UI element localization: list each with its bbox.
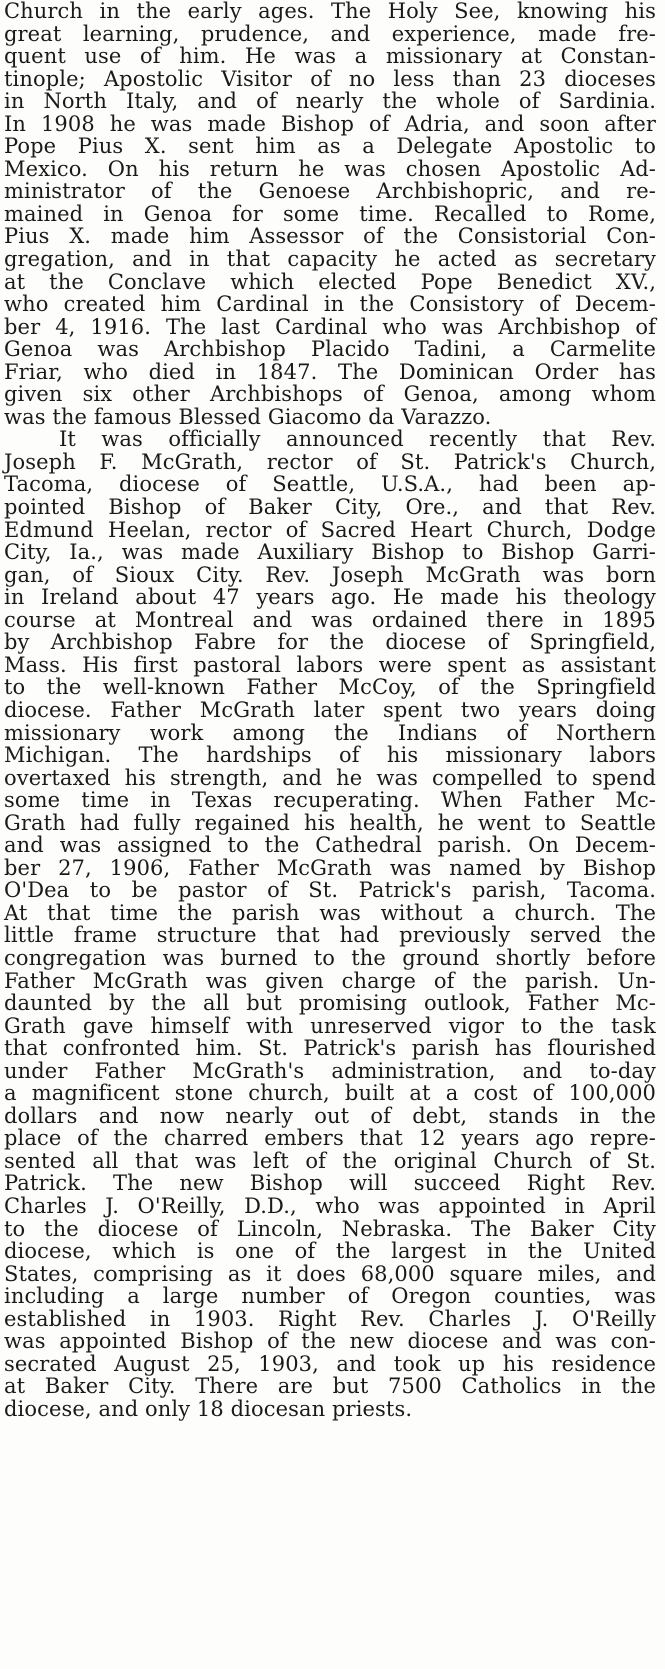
text-line: little frame structure that had previously served the (4, 923, 656, 948)
text-line: dollars and now nearly out of debt, stands in the (4, 1103, 656, 1128)
text-line: Church in the early ages. The Holy See, knowing his (4, 0, 656, 23)
text-line: was appointed Bishop of the new diocese and was con- (4, 1329, 656, 1354)
text-line: to the well-known Father McCoy, of the Springfield (4, 675, 656, 700)
text-line: overtaxed his strength, and he was compelled to spend (4, 765, 656, 790)
text-line: ministrator of the Genoese Archbishopric, and re- (4, 179, 656, 204)
text-line: ber 27, 1906, Father McGrath was named by Bishop (4, 855, 656, 880)
text-line: daunted by the all but promising outlook, Father Mc- (4, 991, 656, 1016)
text-line: in Ireland about 47 years ago. He made his theology (4, 585, 656, 610)
text-line: under Father McGrath's administration, and to-day (4, 1058, 656, 1083)
text-line: Father McGrath was given charge of the parish. Un- (4, 968, 656, 993)
text-line: Pius X. made him Assessor of the Consistorial Con- (4, 224, 656, 249)
article-paragraph (4, 0, 656, 428)
text-line: ber 4, 1916. The last Cardinal who was Archbishop of (4, 314, 656, 339)
text-line: place of the charred embers that 12 years ago repre- (4, 1126, 656, 1151)
text-line: At that time the parish was without a church. The (4, 900, 656, 925)
text-line: diocese, and only 18 diocesan priests. (4, 1396, 413, 1421)
text-line: gregation, and in that capacity he acted as secretary (4, 247, 656, 272)
text-line: tinople; Apostolic Visitor of no less than 23 dioceses (4, 66, 656, 91)
text-line: Tacoma, diocese of Seattle, U.S.A., had been ap- (4, 472, 656, 497)
text-line: established in 1903. Right Rev. Charles J. O'Reilly (4, 1306, 656, 1331)
text-line: O'Dea to be pastor of St. Patrick's parish, Tacoma. (4, 878, 656, 903)
text-line: secrated August 25, 1903, and took up his residence (4, 1351, 656, 1376)
text-line: that confronted him. St. Patrick's parish has flourished (4, 1036, 656, 1061)
text-line: Edmund Heelan, rector of Sacred Heart Church, Dodge (4, 517, 656, 542)
text-line: was the famous Blessed Giacomo da Varazzo. (4, 404, 492, 429)
text-line: who created him Cardinal in the Consistory of Decem- (4, 292, 656, 317)
text-line: gan, of Sioux City. Rev. Joseph McGrath was born (4, 562, 656, 587)
text-line: given six other Archbishops of Genoa, among whom (4, 382, 656, 407)
text-line: Pope Pius X. sent him as a Delegate Apostolic to (4, 134, 656, 159)
text-line: missionary work among the Indians of Northern (4, 720, 656, 745)
text-line: course at Montreal and was ordained there in 1895 (4, 607, 656, 632)
text-line: Michigan. The hardships of his missionary labors (4, 743, 656, 768)
text-line: States, comprising as it does 68,000 square miles, and (4, 1261, 656, 1286)
text-line: and was assigned to the Cathedral parish. On Decem- (4, 833, 656, 858)
text-line: quent use of him. He was a missionary at Constan- (4, 44, 656, 69)
text-line: Friar, who died in 1847. The Dominican Order has (4, 359, 656, 384)
text-line: Grath had fully regained his health, he went to Seattle (4, 810, 656, 835)
text-line: Charles J. O'Reilly, D.D., who was appointed in April (4, 1193, 656, 1218)
text-line: mained in Genoa for some time. Recalled to Rome, (4, 201, 656, 226)
text-line: diocese, which is one of the largest in the United (4, 1239, 656, 1264)
text-line: including a large number of Oregon counties, was (4, 1284, 656, 1309)
text-line: in North Italy, and of nearly the whole of Sardinia. (4, 89, 656, 114)
text-line: Mexico. On his return he was chosen Apostolic Ad- (4, 156, 656, 181)
text-line: Grath gave himself with unreserved vigor to the task (4, 1013, 656, 1038)
text-line: It was officially announced recently that Rev. (59, 427, 656, 452)
text-line: at Baker City. There are but 7500 Catholics in the (4, 1374, 656, 1399)
text-line: diocese. Father McGrath later spent two years doing (4, 697, 656, 722)
text-line: Mass. His first pastoral labors were spent as assistant (4, 652, 656, 677)
text-line: Joseph F. McGrath, rector of St. Patrick's Church, (4, 449, 656, 474)
text-line: by Archbishop Fabre for the diocese of Springfield, (4, 630, 656, 655)
text-line: great learning, prudence, and experience, made fre- (4, 21, 656, 46)
text-line: Genoa was Archbishop Placido Tadini, a Carmelite (4, 337, 656, 362)
text-line: to the diocese of Lincoln, Nebraska. The Baker City (4, 1216, 656, 1241)
text-line: at the Conclave which elected Pope Benedict XV., (4, 269, 656, 294)
text-line: congregation was burned to the ground shortly before (4, 945, 656, 970)
text-line: pointed Bishop of Baker City, Ore., and that Rev. (4, 495, 656, 520)
text-line: a magnificent stone church, built at a cost of 100,000 (4, 1081, 656, 1106)
article-paragraph (4, 428, 656, 1420)
article-column (4, 0, 656, 1420)
text-line: In 1908 he was made Bishop of Adria, and soon after (4, 111, 656, 136)
text-line: sented all that was left of the original Church of St. (4, 1148, 656, 1173)
text-line: some time in Texas recuperating. When Father Mc- (4, 788, 656, 813)
text-line: City, Ia., was made Auxiliary Bishop to Bishop Garri- (4, 540, 656, 565)
text-line: Patrick. The new Bishop will succeed Right Rev. (4, 1171, 656, 1196)
